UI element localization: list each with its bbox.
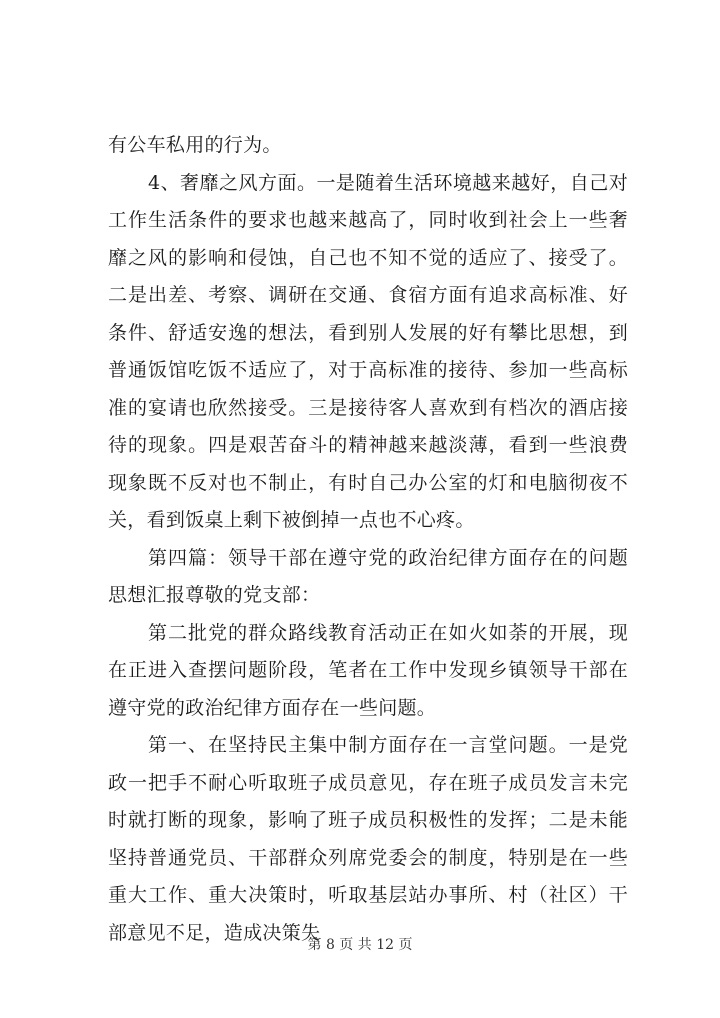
body-text [108,127,628,952]
paragraph-intro: 第二批党的群众路线教育活动正在如火如荼的开展，现在正进入查摆问题阶段，笔者在工作中发现乡镇领导干部在遵守党的政治纪律方面存在一些问题。 [108,621,628,719]
paragraph-extravagance: 4、奢靡之风方面。一是随着生活环境越来越好，自己对工作生活条件的要求也越来越高了，同时收到社会上一些奢靡之风的影响和侵蚀，自己也不知不觉的适应了、接受了。二是出差、考察、调研在交通、食宿方面有追求高标准、好条件、舒适安逸的想法，看到别人发展的好有攀比思想，到普通饭馆吃饭不适应了，对于高标准的接待、参加一些高标准的宴请也欣然接受。三是接待客人喜欢到有档次的酒店接待的现象。四是艰苦奋斗的精神越来越淡薄，看到一些浪费现象既不反对也不制止，有时自己办公室的灯和电脑彻夜不关，看到饭桌上剩下被倒掉一点也不心疼。 [108,171,628,531]
section-heading: 第四篇：领导干部在遵守党的政治纪律方面存在的问题思想汇报尊敬的党支部： [108,546,628,606]
paragraph-continuation: 有公车私用的行为。 [108,134,282,156]
paragraph-democratic-centralism: 第一、在坚持民主集中制方面存在一言堂问题。一是党政一把手不耐心听取班子成员意见，存在班子成员发言未完时就打断的现象，影响了班子成员积极性的发挥；二是未能坚持普通党员、干部群众列席党委会的制度，特别是在一些重大工作、重大决策时，听取基层站办事所、村（社区）干部意见不足，造成决策失 [108,734,628,944]
page-number-footer: 第 8 页 共 12 页 [307,937,413,953]
